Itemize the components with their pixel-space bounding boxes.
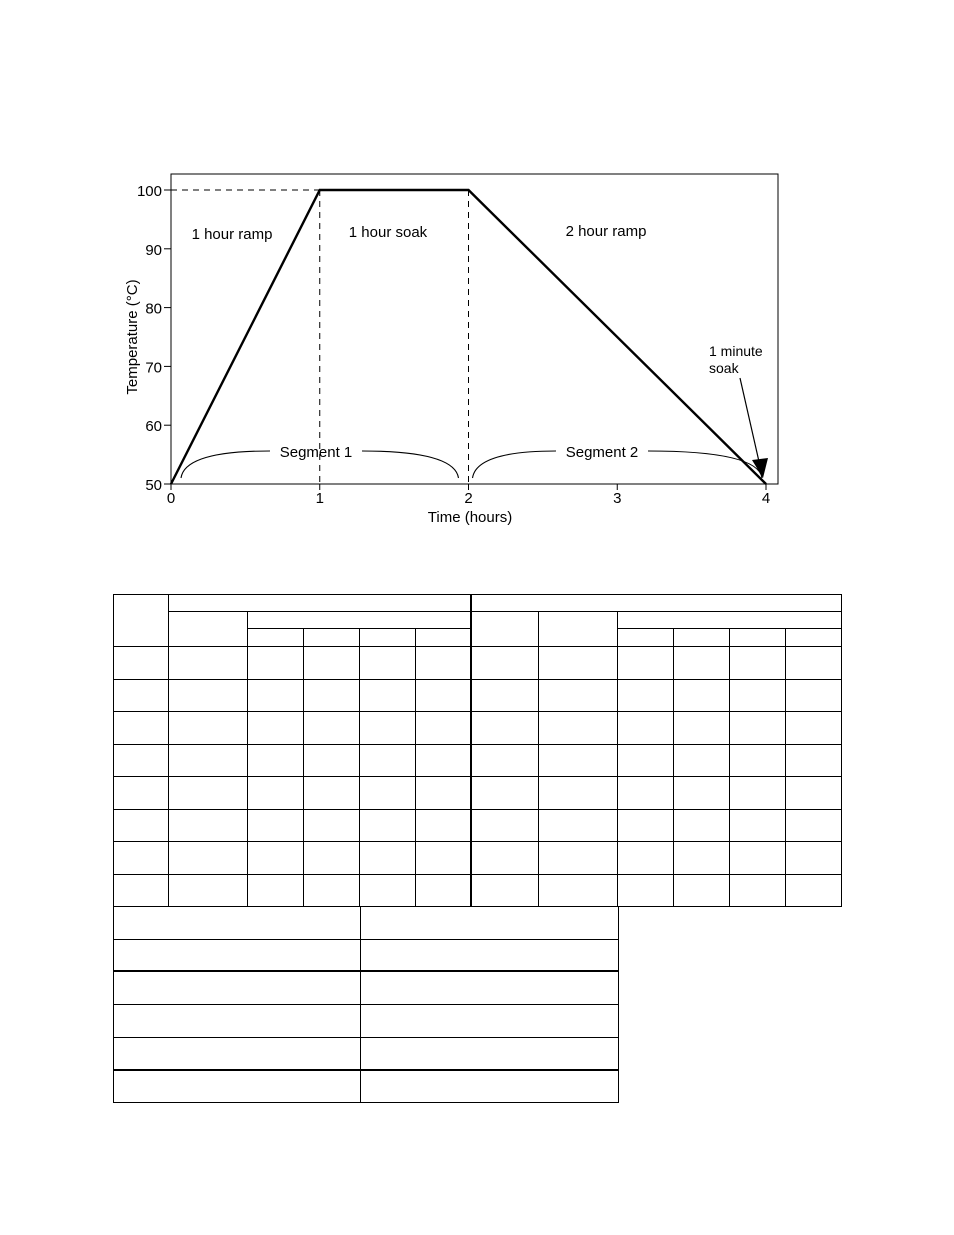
header-cell	[785, 628, 842, 647]
data-entry-grid-upper	[113, 594, 842, 907]
table-cell	[303, 744, 360, 778]
table-cell	[359, 744, 416, 778]
header-cell	[168, 611, 248, 647]
table-cell	[113, 874, 169, 908]
header-cell	[471, 594, 842, 612]
header-cell	[729, 628, 786, 647]
segment1-brace-left	[181, 451, 270, 478]
table-cell	[729, 841, 786, 875]
header-cell	[673, 628, 730, 647]
table-cell	[303, 646, 360, 680]
table-cell	[729, 711, 786, 745]
annotation-soak1: 1 hour soak	[348, 224, 428, 241]
table-cell	[471, 711, 539, 745]
table-cell	[471, 841, 539, 875]
annotation-ramp2: 2 hour ramp	[565, 223, 647, 240]
table-cell	[729, 874, 786, 908]
y-tick-label: 50	[145, 477, 162, 494]
table-cell	[729, 776, 786, 810]
table-cell	[113, 906, 361, 940]
table-cell	[415, 874, 472, 908]
table-cell	[303, 809, 360, 843]
table-cell	[360, 906, 619, 940]
header-cell	[168, 594, 472, 612]
table-cell	[247, 809, 304, 843]
table-cell	[303, 776, 360, 810]
table-cell	[113, 679, 169, 713]
table-cell	[785, 776, 842, 810]
table-cell	[617, 809, 674, 843]
table-cell	[247, 711, 304, 745]
table-cell	[168, 744, 248, 778]
header-cell	[415, 628, 472, 647]
table-cell	[785, 874, 842, 908]
table-cell	[729, 809, 786, 843]
table-cell	[729, 744, 786, 778]
x-axis-label: Time (hours)	[427, 509, 513, 526]
table-cell	[673, 744, 730, 778]
table-cell	[538, 679, 618, 713]
table-cell	[303, 841, 360, 875]
table-cell	[617, 776, 674, 810]
table-cell	[359, 809, 416, 843]
header-cell	[359, 628, 416, 647]
table-cell	[359, 841, 416, 875]
annotation-ramp1: 1 hour ramp	[191, 226, 273, 243]
table-cell	[359, 646, 416, 680]
table-cell	[113, 744, 169, 778]
table-cell	[247, 744, 304, 778]
table-cell	[729, 646, 786, 680]
table-cell	[673, 809, 730, 843]
header-cell	[247, 611, 472, 629]
table-cell	[785, 744, 842, 778]
table-cell	[360, 1004, 619, 1038]
table-cell	[538, 874, 618, 908]
table-cell	[113, 1037, 361, 1071]
y-tick-label: 80	[145, 300, 162, 318]
table-cell	[360, 1070, 619, 1104]
table-cell	[538, 841, 618, 875]
table-cell	[168, 809, 248, 843]
table-cell	[247, 841, 304, 875]
table-cell	[415, 841, 472, 875]
y-tick-label: 70	[145, 359, 162, 377]
final-soak-arrowhead	[752, 458, 768, 478]
table-cell	[673, 874, 730, 908]
y-tick-label: 60	[145, 418, 162, 436]
header-cell	[303, 628, 360, 647]
header-cell	[538, 611, 618, 647]
table-cell	[168, 646, 248, 680]
y-tick-label: 90	[145, 241, 162, 259]
header-cell	[617, 611, 842, 629]
table-cell	[538, 711, 618, 745]
table-cell	[113, 776, 169, 810]
plot-frame	[171, 174, 778, 484]
table-cell	[415, 776, 472, 810]
x-tick-label: 1	[315, 490, 324, 507]
table-cell	[673, 711, 730, 745]
table-cell	[785, 841, 842, 875]
segment1-brace-right	[362, 451, 459, 478]
table-cell	[415, 711, 472, 745]
table-cell	[785, 711, 842, 745]
table-cell	[360, 1037, 619, 1071]
table-cell	[247, 646, 304, 680]
table-cell	[785, 679, 842, 713]
table-cell	[538, 809, 618, 843]
table-cell	[113, 841, 169, 875]
x-tick-label: 0	[166, 490, 176, 507]
table-cell	[673, 776, 730, 810]
table-cell	[673, 679, 730, 713]
table-cell	[360, 971, 619, 1005]
table-cell	[415, 809, 472, 843]
x-tick-label: 2	[464, 490, 473, 507]
table-cell	[785, 809, 842, 843]
table-cell	[113, 971, 361, 1005]
table-cell	[113, 1070, 361, 1104]
table-cell	[617, 711, 674, 745]
table-cell	[359, 776, 416, 810]
table-cell	[785, 646, 842, 680]
table-cell	[113, 646, 169, 680]
table-cell	[247, 776, 304, 810]
table-cell	[471, 646, 539, 680]
table-cell	[415, 679, 472, 713]
x-tick-label: 4	[761, 490, 771, 507]
header-cell	[113, 594, 169, 647]
table-cell	[538, 776, 618, 810]
table-cell	[471, 679, 539, 713]
table-cell	[471, 809, 539, 843]
table-cell	[168, 874, 248, 908]
table-cell	[729, 679, 786, 713]
table-cell	[168, 841, 248, 875]
table-cell	[673, 841, 730, 875]
table-cell	[247, 679, 304, 713]
table-cell	[617, 646, 674, 680]
ramp-soak-chart	[0, 0, 954, 560]
final-soak-arrow-shaft	[740, 378, 760, 466]
table-cell	[538, 646, 618, 680]
table-cell	[168, 711, 248, 745]
header-cell	[471, 611, 539, 647]
table-cell	[471, 874, 539, 908]
table-cell	[359, 874, 416, 908]
table-cell	[617, 874, 674, 908]
header-cell	[247, 628, 304, 647]
table-cell	[113, 1004, 361, 1038]
table-cell	[113, 939, 361, 973]
table-cell	[471, 776, 539, 810]
table-cell	[113, 809, 169, 843]
table-cell	[303, 711, 360, 745]
x-tick-label: 3	[613, 490, 622, 507]
annotation-final-soak-line1: 1 minute	[709, 343, 763, 359]
table-cell	[617, 744, 674, 778]
table-cell	[113, 711, 169, 745]
table-cell	[303, 679, 360, 713]
data-entry-grid-lower	[113, 906, 618, 1103]
table-cell	[168, 679, 248, 713]
y-tick-label: 100	[136, 183, 162, 200]
table-cell	[359, 711, 416, 745]
header-cell	[617, 628, 674, 647]
annotation-final-soak-line2: soak	[709, 360, 739, 376]
table-cell	[617, 679, 674, 713]
table-cell	[471, 744, 539, 778]
segment2-brace-left	[473, 451, 557, 478]
table-cell	[247, 874, 304, 908]
table-cell	[415, 744, 472, 778]
table-cell	[360, 939, 619, 973]
y-axis-label: Temperature (°C)	[124, 279, 141, 395]
table-cell	[538, 744, 618, 778]
table-cell	[303, 874, 360, 908]
table-cell	[168, 776, 248, 810]
table-cell	[415, 646, 472, 680]
segment2-label: Segment 2	[565, 444, 639, 461]
table-cell	[359, 679, 416, 713]
table-cell	[617, 841, 674, 875]
segment1-label: Segment 1	[279, 444, 353, 461]
table-cell	[673, 646, 730, 680]
